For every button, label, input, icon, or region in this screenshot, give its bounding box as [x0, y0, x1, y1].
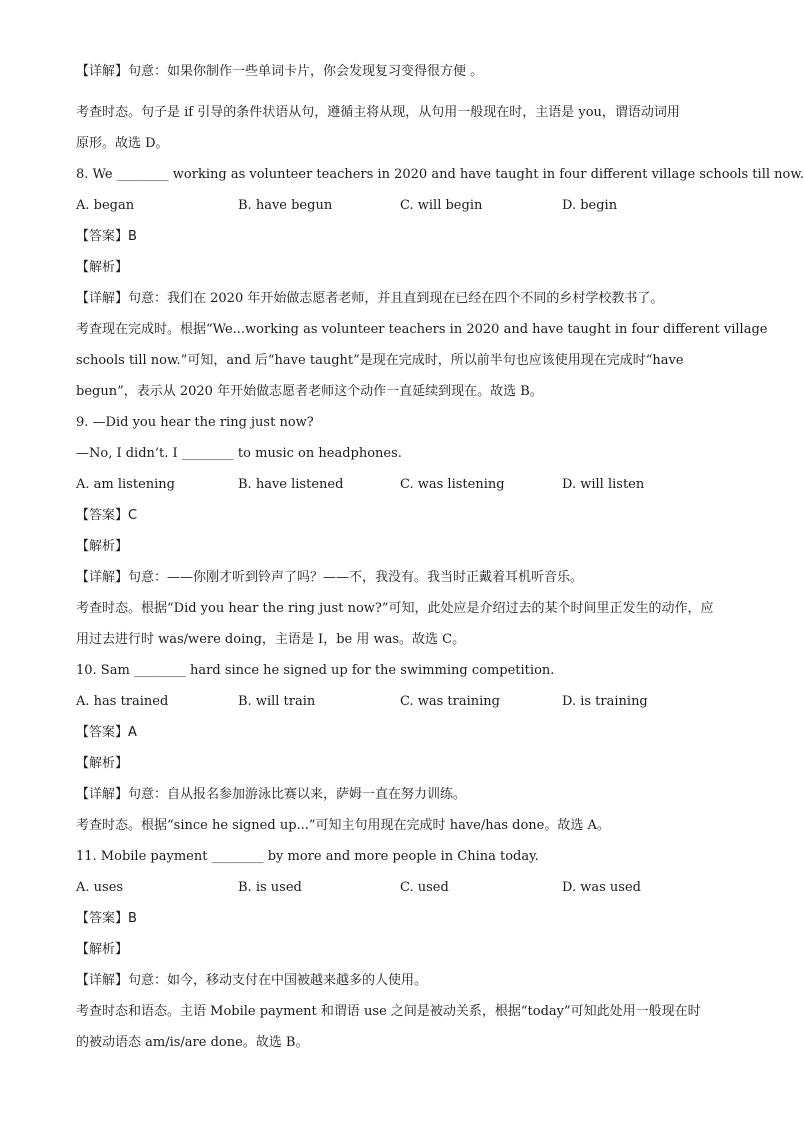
q10-answer: 【答案】A — [76, 725, 137, 740]
q9-option-b: B. have listened — [238, 477, 344, 492]
q8-answer: 【答案】B — [76, 229, 137, 244]
q10-detail-2: 考查时态。根据“since he signed up...”可知主句用现在完成时 have/has done。故选 A。 — [76, 818, 610, 833]
q10-analysis-label: 【解析】 — [76, 756, 129, 771]
q10-option-d: D. is training — [562, 694, 648, 709]
q11-option-b: B. is used — [238, 880, 302, 895]
q9-stem-1: 9. —Did you hear the ring just now? — [76, 415, 314, 430]
q8-option-b: B. have begun — [238, 198, 333, 213]
q11-answer: 【答案】B — [76, 911, 137, 926]
q8-option-a: A. began — [76, 198, 135, 213]
q9-options — [76, 475, 724, 495]
q9-analysis-label: 【解析】 — [76, 539, 129, 554]
q11-options — [76, 878, 724, 898]
q9-detail-3: 用过去进行时 was/were doing，主语是 I，be 用 was。故选 C。 — [76, 632, 466, 647]
q11-stem: 11. Mobile payment ________ by more and more people in China today. — [76, 849, 539, 864]
q11-option-a: A. uses — [76, 880, 124, 895]
q9-option-d: D. will listen — [562, 477, 645, 492]
q10-option-a: A. has trained — [76, 694, 169, 709]
q8-option-c: C. will begin — [400, 198, 483, 213]
q8-detail-3: schools till now.”可知，and 后“have taught”是现在完成时，所以前半句也应该使用现在完成时“have — [76, 353, 684, 368]
q10-option-b: B. will train — [238, 694, 316, 709]
q9-answer: 【答案】C — [76, 508, 138, 523]
q9-option-a: A. am listening — [76, 477, 175, 492]
q9-detail-2: 考查时态。根据“Did you hear the ring just now?”可知，此处应是介绍过去的某个时间里正发生的动作，应 — [76, 601, 714, 616]
q9-detail-1: 【详解】句意：——你刚才听到铃声了吗？——不，我没有。我当时正戴着耳机听音乐。 — [76, 570, 584, 585]
q9-stem-2: —No, I didn’t. I ________ to music on headphones. — [76, 446, 402, 461]
q11-detail-1: 【详解】句意：如今，移动支付在中国被越来越多的人使用。 — [76, 973, 428, 988]
document-page — [76, 62, 804, 1053]
q8-stem: 8. We ________ working as volunteer teachers in 2020 and have taught in four different village schools till now. — [76, 167, 804, 182]
q8-detail-1: 【详解】句意：我们在 2020 年开始做志愿者老师，并且直到现在已经在四个不同的乡村学校教书了。 — [76, 291, 664, 306]
q8-options — [76, 196, 724, 216]
q10-detail-1: 【详解】句意：自从报名参加游泳比赛以来，萨姆一直在努力训练。 — [76, 787, 467, 802]
q10-stem: 10. Sam ________ hard since he signed up for the swimming competition. — [76, 663, 555, 678]
q8-detail-4: begun”，表示从 2020 年开始做志愿者老师这个动作一直延续到现在。故选 B。 — [76, 384, 543, 399]
q11-detail-3: 的被动语态 am/is/are done。故选 B。 — [76, 1035, 309, 1050]
q7-detail: 【详解】句意：如果你制作一些单词卡片，你会发现复习变得很方便 。 — [76, 64, 484, 79]
q10-option-c: C. was training — [400, 694, 501, 709]
q11-detail-2: 考查时态和语态。主语 Mobile payment 和谓语 use 之间是被动关系，根据“today”可知此处用一般现在时 — [76, 1004, 701, 1019]
q8-option-d: D. begin — [562, 198, 618, 213]
q7-analysis-line-1: 考查时态。句子是 if 引导的条件状语从句，遵循主将从现，从句用一般现在时，主语是 you，谓语动词用 — [76, 105, 680, 120]
q11-option-d: D. was used — [562, 880, 641, 895]
q9-option-c: C. was listening — [400, 477, 505, 492]
q7-analysis-line-2: 原形。故选 D。 — [76, 136, 169, 151]
q8-detail-2: 考查现在完成时。根据“We...working as volunteer teachers in 2020 and have taught in four different village — [76, 322, 768, 337]
q11-option-c: C. used — [400, 880, 449, 895]
q10-options — [76, 692, 724, 712]
q11-analysis-label: 【解析】 — [76, 942, 129, 957]
q8-analysis-label: 【解析】 — [76, 260, 129, 275]
